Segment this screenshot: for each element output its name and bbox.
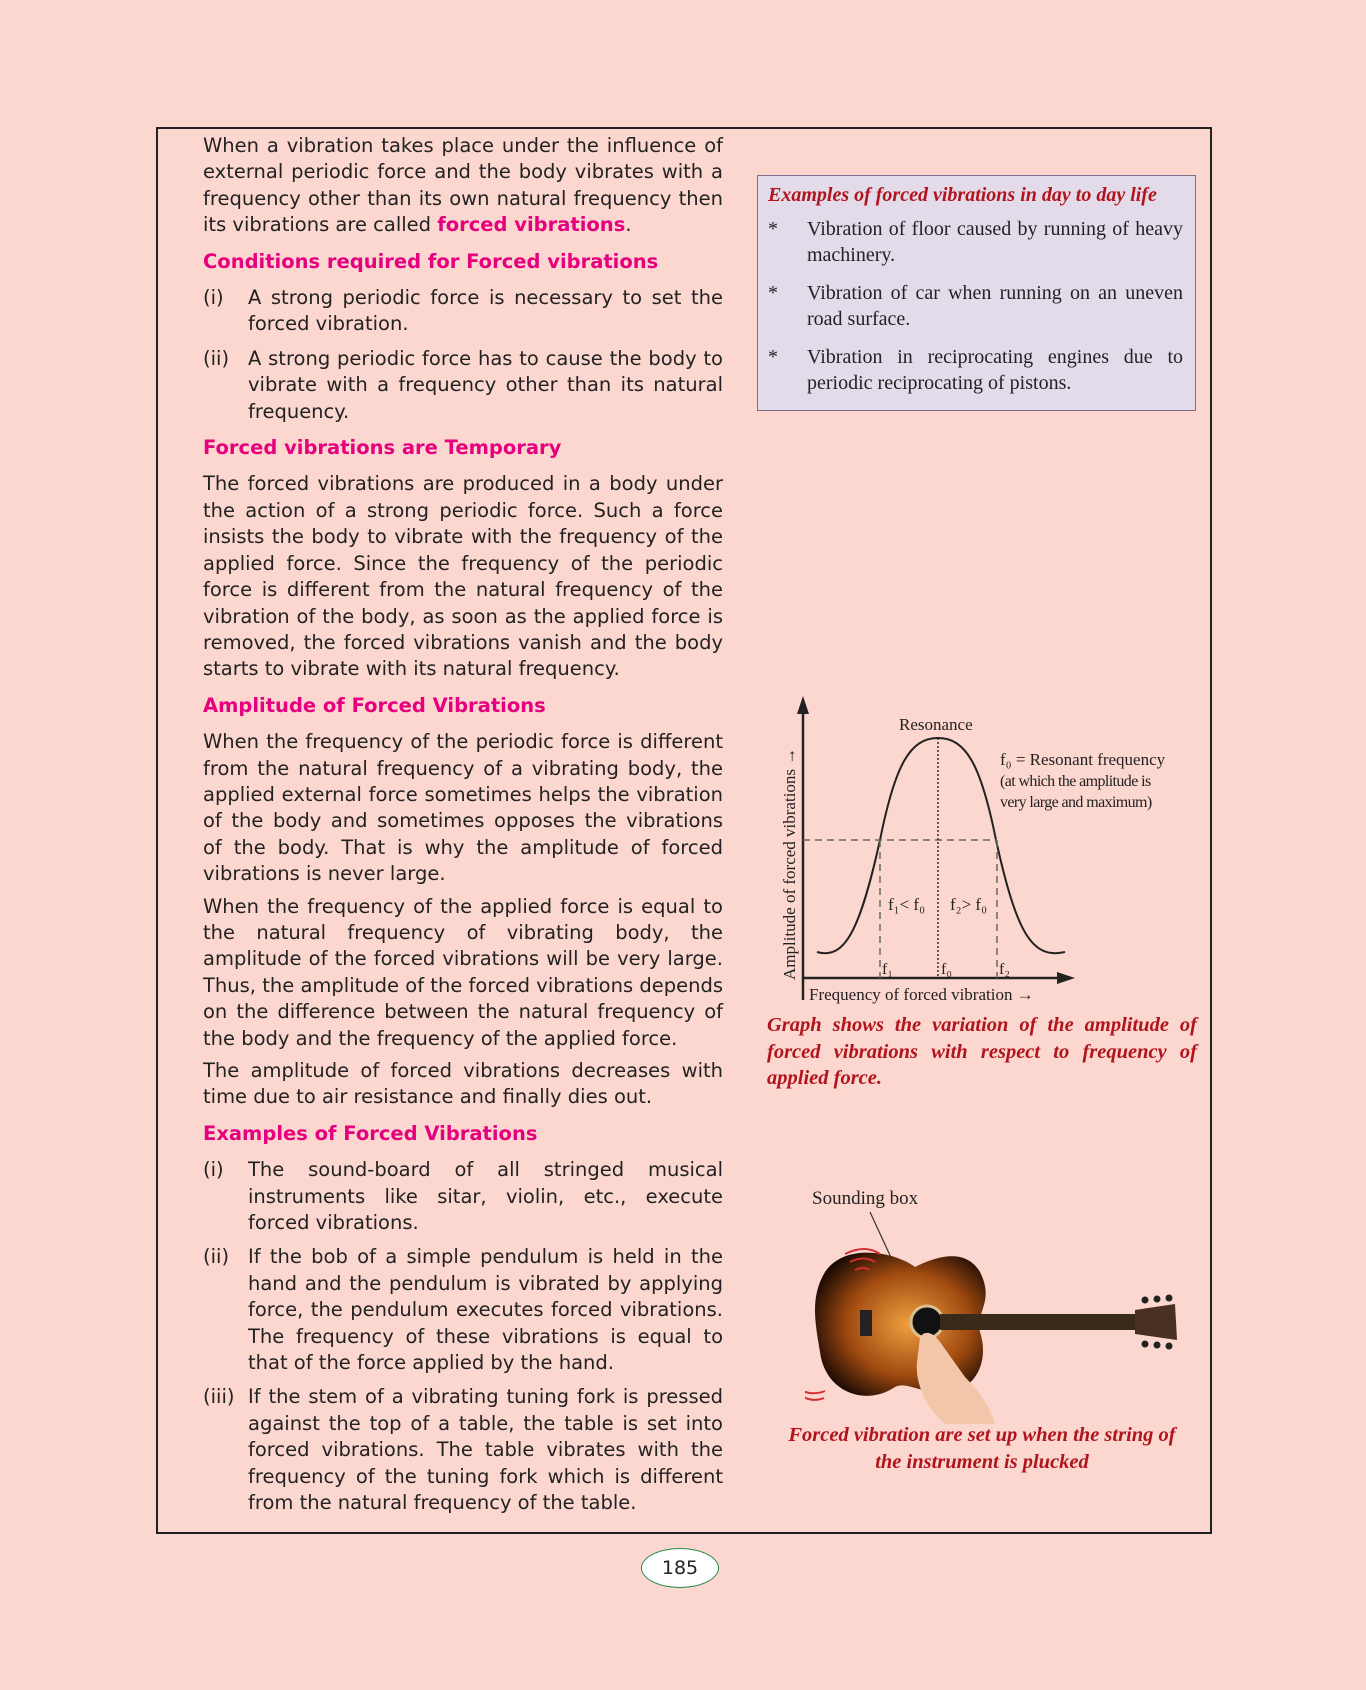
x-axis-label: Frequency of forced vibration →	[809, 985, 1034, 1004]
heading-amplitude: Amplitude of Forced Vibrations	[203, 693, 546, 717]
heading-temporary: Forced vibrations are Temporary	[203, 436, 562, 460]
list-item: (i) A strong periodic force is necessary to set the forced vibration.	[203, 286, 723, 336]
guitar-illustration	[805, 1212, 1185, 1427]
paragraph: When the frequency of the applied force is equal to the natural frequency of vibrating body, the amplitude of the forced vibrations will be very large. Thus, the amplitude of the forced vibrations depends on the difference between the natural frequency of the body and the frequency of the applied force.	[203, 894, 723, 1050]
y-axis-arrow	[797, 696, 809, 714]
intro-paragraph: When a vibration takes place under the influence of external periodic force and the body vibrates with a frequency other than its own natural frequency then its vibrations are called forced vibrations.	[203, 134, 723, 237]
box-item: * Vibration of car when running on an uneven road surface.	[768, 282, 1183, 330]
list-item: (iii) If the stem of a vibrating tuning fork is pressed against the top of a table, the table is set into forced vibrations. The table vibrates with the frequency of the tuning fork which is different from the natural frequency of the table.	[203, 1385, 723, 1515]
f1-tick-label: f₁	[882, 961, 893, 978]
list-item: (ii) A strong periodic force has to cause the body to vibrate with a frequency other than its natural frequency.	[203, 346, 723, 423]
heading-conditions: Conditions required for Forced vibrations	[203, 249, 659, 273]
f1-less-label: f₁< f₀	[888, 895, 926, 914]
heading-examples: Examples of Forced Vibrations	[203, 1121, 538, 1145]
y-axis-label: Amplitude of forced vibrations →	[780, 747, 799, 980]
term-forced-vibrations: forced vibrations	[437, 213, 626, 237]
list-item: (ii) If the bob of a simple pendulum is held in the hand and the pendulum is vibrated by applying force, the pendulum executes forced vibrations. The frequency of these vibrations is equal to that of the force applied by the hand.	[203, 1245, 723, 1375]
box-title: Examples of forced vibrations in day to day life	[768, 184, 1157, 206]
guitar-headstock	[1135, 1304, 1177, 1340]
left-column	[203, 133, 723, 1525]
examples-box	[757, 175, 1196, 411]
f0-tick-label: f₀	[941, 961, 952, 978]
graph-caption: Graph shows the variation of the amplitude of forced vibrations with respect to frequency of applied force.	[767, 1014, 1197, 1089]
x-axis-arrow	[1057, 972, 1075, 984]
list-item: (i) The sound-board of all stringed musical instruments like sitar, violin, etc., execute forced vibrations.	[203, 1158, 723, 1235]
resonance-curve	[817, 738, 1065, 953]
f2-tick-label: f₂	[999, 961, 1010, 978]
page-number: 185	[641, 1548, 719, 1588]
f0-definition: (at which the amplitude is	[1000, 773, 1151, 790]
sounding-box-label: Sounding box	[812, 1188, 919, 1209]
f0-definition: f₀ = Resonant frequency	[1000, 750, 1166, 769]
paragraph: The amplitude of forced vibrations decreases with time due to air resistance and finally dies out.	[203, 1059, 723, 1109]
f0-definition: very large and maximum)	[1000, 794, 1152, 811]
guitar-caption: Forced vibration are set up when the string of the instrument is plucked	[788, 1424, 1176, 1473]
paragraph: The forced vibrations are produced in a body under the action of a strong periodic force. Such a force insists the body to vibrate with the frequency of the applied force. Since the frequency of the periodic force is different from the natural frequency of the vibration of the body, as soon as the applied force is removed, the forced vibrations vanish and the body starts to vibrate with its natural frequency.	[203, 472, 723, 681]
resonance-graph	[775, 690, 1195, 1010]
box-item: * Vibration of floor caused by running of heavy machinery.	[768, 218, 1183, 266]
resonance-label: Resonance	[899, 715, 973, 734]
bridge	[860, 1310, 872, 1336]
paragraph: When the frequency of the periodic force is different from the natural frequency of a vibrating body, the applied external force sometimes helps the vibration of the body and sometimes opposes the vibrations of the body. That is why the amplitude of forced vibrations is never large.	[203, 730, 723, 886]
guitar-neck	[940, 1314, 1140, 1330]
f2-greater-label: f₂> f₀	[950, 895, 988, 914]
box-item: * Vibration in reciprocating engines due to periodic reciprocating of pistons.	[768, 346, 1183, 394]
vibration-waves-icon	[805, 1387, 825, 1400]
